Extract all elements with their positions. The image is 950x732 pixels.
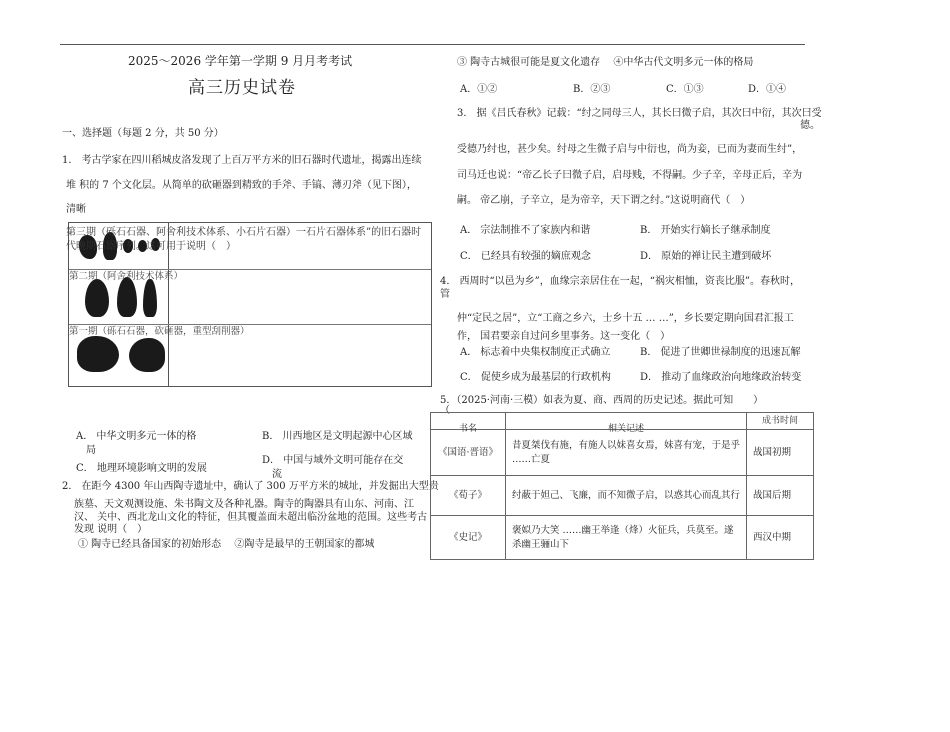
q1-option-b: B． 川西地区是文明起源中心区域 <box>262 431 413 442</box>
hand-pick-icon <box>117 277 137 317</box>
q3-line1-cont: 德。 <box>800 120 820 131</box>
q3-line2: 受德乃纣也，甚少矣。纣母之生微子启与中衍也，尚为妾，已而为妻而生纣”， <box>457 144 803 155</box>
q3-option-a: A． 宗法制推不了家族内和谐 <box>460 225 591 236</box>
row-record: 昔夏桀伐有施，有施人以妹喜女焉，妹喜有宠，于是乎 ……亡夏 <box>506 430 747 476</box>
row-time: 战国初期 <box>747 430 814 476</box>
row-source: 《国语·晋语》 <box>431 430 506 476</box>
q2-statements-1-2: ① 陶寺已经具备国家的初始形态 ②陶寺是最早的王朝国家的都城 <box>78 539 375 550</box>
q1-overlap-line2: 代晚期石器序列。这可用于说明（ ） <box>66 241 236 252</box>
table-header-source: 书名 <box>431 413 506 430</box>
q4-line2: 仲“定民之居”，立“工商之乡六，士乡十五 … …”，乡长要定期向国君汇报工 <box>457 313 794 324</box>
cleaver-icon <box>143 279 157 317</box>
section-label: 一、选择题（每题 2 分，共 50 分） <box>62 128 224 139</box>
q1-option-d <box>262 454 403 482</box>
q1-overlap-line1: 第三期（砾石石器、阿舍利技术体系、小石片石器）一石片石器体系”的旧石器时 <box>66 227 422 238</box>
q2-choice-b: B．②③ <box>573 84 611 95</box>
table-header-record: 相关记述 <box>506 413 747 430</box>
row-time: 战国后期 <box>747 476 814 516</box>
table-row <box>431 516 814 560</box>
q2-line4: 发现 说明（ ） <box>74 524 148 535</box>
q4-line1: 4． 西周时“以邑为乡”，血缘宗亲居住在一起，“祸灾相恤，资丧比服”。春秋时， <box>440 276 800 287</box>
table-row <box>431 476 814 516</box>
chopper-icon <box>77 336 119 372</box>
q5-line1: 5．（2025·河南·三模）如表为夏、商、西周的历史记述。据此可知 ） <box>440 395 764 406</box>
row-record: 纣蔽于妲己、飞廉，而不知微子启，以惑其心而乱其行 <box>506 476 747 516</box>
q1-option-d-text: D． 中国与域外文明可能存在交 <box>262 455 404 466</box>
q3-line1: 3． 据《吕氏春秋》记载：“纣之同母三人，其长曰微子启，其次曰中衍，其次曰受 <box>457 108 822 119</box>
q4-option-d: D． 推动了血缘政治向地缘政治转变 <box>640 372 802 383</box>
history-records-table <box>430 412 814 560</box>
q4-option-b: B． 促进了世卿世禄制度的迅速瓦解 <box>640 347 801 358</box>
row-time: 西汉中期 <box>747 516 814 560</box>
scraper-icon <box>129 338 165 372</box>
q2-statements-3-4: ③ 陶寺古城很可能是夏文化遗存 ④中华古代文明多元一体的格局 <box>457 57 754 68</box>
table-header-row <box>431 413 814 430</box>
q2-choice-d: D．①④ <box>748 84 787 95</box>
q1-option-d-text-cont: 流 <box>272 469 282 480</box>
q3-line3: 司马迁也说：“帝乙长子曰微子启，启母贱，不得嗣。少子辛，辛母正后，辛为 <box>457 170 803 181</box>
q3-option-b: B． 开始实行嫡长子继承制度 <box>640 225 771 236</box>
q3-line4: 嗣。 帝乙崩，子辛立，是为帝辛，天下谓之纣。”这说明商代（ ） <box>457 195 751 206</box>
table-header-time: 成书时间 <box>747 413 814 430</box>
row-source: 《史记》 <box>431 516 506 560</box>
exam-subtitle: 2025～2026 学年第一学期 9 月月考考试 <box>128 54 353 68</box>
q3-option-c: C． 已经具有较强的嫡庶观念 <box>460 251 591 262</box>
q4-line3: 作， 国君要亲自过问乡里事务。这一变化（ ） <box>457 331 671 342</box>
q3-option-d: D． 原始的禅让民主遭到破坏 <box>640 251 772 262</box>
row-source: 《荀子》 <box>431 476 506 516</box>
q4-option-a: A． 标志着中央集权制度正式确立 <box>460 347 611 358</box>
q1-line1: 1． 考古学家在四川稻城皮洛发现了上百万平方米的旧石器时代遗址，揭露出连续 <box>62 155 422 166</box>
q2-choice-c: C．①③ <box>666 84 704 95</box>
q1-option-a <box>76 430 196 458</box>
q2-line1: 2． 在距今 4300 年山西陶寺遗址中，确认了 300 万平方米的城址，并发掘出大型贵 <box>62 481 439 492</box>
q1-option-a-text-cont: 局 <box>86 445 96 456</box>
q1-line3: 清晰 <box>66 204 86 215</box>
q1-option-a-text: A． 中华文明多元一体的格 <box>76 431 197 442</box>
stage1-label: 第一期（砾石石器，砍砸器，重型刮削器） <box>69 326 250 337</box>
header-rule <box>60 44 805 45</box>
stage2-label: 第二期（阿舍利技术体系） <box>69 271 184 282</box>
q1-option-c: C． 地理环境影响文明的发展 <box>76 463 207 474</box>
exam-title: 高三历史试卷 <box>188 78 296 98</box>
q5-line1-cont: （ <box>440 405 450 416</box>
hand-axe-icon <box>85 279 109 317</box>
q2-choice-a: A．①② <box>460 84 498 95</box>
q1-line2: 堆 积的 7 个文化层。从简单的砍砸器到精致的手斧、手镐、薄刃斧（见下图）， <box>66 180 417 191</box>
row-record: 褒姒乃大笑 ……幽王举逢（烽）火征兵，兵莫至。遂 杀幽王骊山下 <box>506 516 747 560</box>
table-row <box>431 430 814 476</box>
q4-line1-cont: 管 <box>440 289 450 300</box>
q2-line2: 族墓、天文观测设施、朱书陶文及各种礼器。陶寺的陶器具有山东、河南、江 <box>74 499 414 510</box>
q4-option-c: C． 促使乡成为最基层的行政机构 <box>460 372 611 383</box>
q2-line3: 汉、 关中、西北龙山文化的特征，但其覆盖面未超出临汾盆地的范围。这些考古 <box>74 512 428 523</box>
